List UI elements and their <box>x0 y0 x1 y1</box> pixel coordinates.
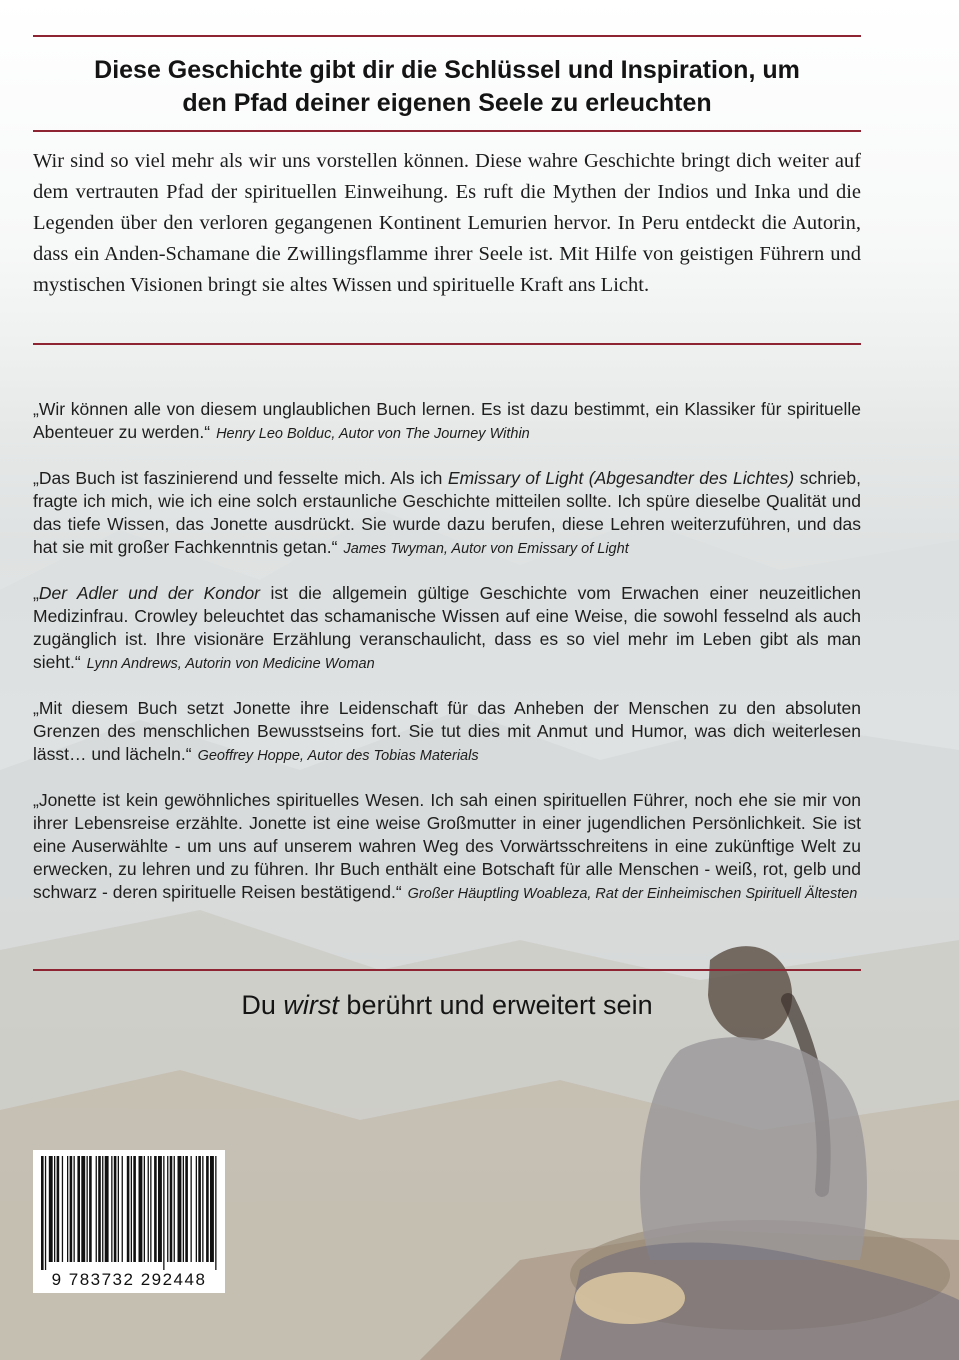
barcode-bar <box>122 1156 123 1262</box>
barcode-bar <box>131 1156 132 1262</box>
testimonial-text: schrieb, fragte ich mich, wie ich eine solch erstaunliche Geschichte mitteilen sollte. Ich spüre dieselbe Qualität und das tiefe Wissen, das Jonette ausdrückt. Sie wurde dazu berufen, diese Lehren weiterzuführen, und das hat sie mit großer Fachkenntnis getan.“ <box>33 468 861 557</box>
barcode-bar <box>45 1156 46 1270</box>
barcode-bar <box>215 1156 216 1270</box>
barcode-bar <box>185 1156 188 1262</box>
testimonial-text: „Jonette ist kein gewöhnliches spirituelles Wesen. Ich sah einen spirituellen Führer, noch ehe sie mir von ihrer Lebensreise erzählte. Jonette ist eine weise Großmutter in einer jugendlichen Persönlichkeit. Sie ist eine Auserwählte - um uns auf unserem wahren Weg des Vorwärtsschreitens in eine zukünftige Welt zu erwecken, zu lehren und zu führen. Ihr Buch enthält eine Botschaft für alle Menschen - weiß, rot, gelb und schwarz - deren spirituelle Reisen bestätigend.“ <box>33 790 861 902</box>
barcode-bar <box>127 1156 130 1262</box>
top-rule <box>33 35 861 37</box>
testimonial <box>33 582 861 676</box>
barcode-bar <box>163 1156 164 1270</box>
testimonial <box>33 398 861 446</box>
barcode-bar <box>198 1156 201 1262</box>
barcode-bar <box>49 1156 53 1262</box>
barcode-bar <box>174 1156 175 1262</box>
barcode-bar <box>170 1156 173 1262</box>
book-title: Der Adler und der Kondor <box>38 583 261 603</box>
barcode-bar <box>98 1156 101 1262</box>
barcode-bar <box>81 1156 85 1262</box>
headline-line-2: den Pfad deiner eigenen Seele zu erleuchten <box>182 89 712 117</box>
barcode-bar <box>139 1156 143 1262</box>
barcode-bar <box>196 1156 197 1262</box>
intro-paragraph: Wir sind so viel mehr als wir uns vorstellen können. Diese wahre Geschichte bringt dich weiter auf dem vertrauten Pfad der spirituellen Einweihung. Es ruft die Mythen der Indios und Inka und die Legenden über den verloren gegangenen Kontinent Lemurien hervor. In Peru entdeckt die Autorin, dass ein Anden-Schamane die Zwillingsflamme ihrer Seele ist. Mit Hilfe von geistigen Führern und mystischen Visionen bringt sie altes Wissen und spirituelle Kraft ans Licht. <box>33 150 861 296</box>
barcode-bar <box>96 1156 97 1262</box>
headline-bottom-rule <box>33 130 861 132</box>
headline-line-1: Diese Geschichte gibt dir die Schlüssel und Inspiration, um <box>94 56 800 84</box>
testimonial <box>33 697 861 768</box>
barcode-bar <box>102 1156 103 1262</box>
testimonial-attribution: Henry Leo Bolduc, Autor von The Journey Within <box>216 426 530 442</box>
barcode-bar <box>41 1156 44 1270</box>
barcode-bar <box>206 1156 209 1262</box>
barcode-bar <box>74 1156 75 1262</box>
barcode-bar <box>202 1156 203 1262</box>
barcode-bar <box>70 1156 73 1262</box>
barcode-bar <box>77 1156 80 1262</box>
tagline <box>33 990 861 1021</box>
testimonial <box>33 467 861 561</box>
barcode <box>33 1150 225 1293</box>
testimonial-text: ist die allgemein gültige Geschichte vom Erwachen einer neuzeitlichen Medizinfrau. Crowley beleuchtet das schamanische Wissen auf eine Weise, die sowohl fesselnd als auch zugänglich ist. Ihre visionäre Erzählung veranschaulicht, dass es so viel mehr im Leben gibt als man sieht.“ <box>33 583 861 672</box>
tagline-text: berührt und erweitert sein <box>338 990 653 1020</box>
barcode-bar <box>87 1156 88 1262</box>
barcode-bar <box>154 1156 157 1262</box>
testimonial-text: „Wir können alle von diesem unglaublichen Buch lernen. Es ist dazu bestimmt, ein Klassiker für spirituelle Abenteuer zu werden.“ <box>33 399 861 442</box>
isbn-number: 9 783732 292448 <box>51 1270 207 1289</box>
barcode-bar <box>54 1156 55 1262</box>
tagline-top-rule <box>33 969 861 971</box>
testimonial-text: „Mit diesem Buch setzt Jonette ihre Leidenschaft für das Anheben der Menschen zu den absoluten Grenzen des menschlichen Bewusstseins fort. Sie tut dies mit Anmut und Humor, was dich weiterlesen lässt… und lächeln.“ <box>33 698 861 764</box>
testimonial-text: „ <box>33 583 39 603</box>
book-title: Emissary of Light (Abgesandter des Lichtes) <box>447 468 795 488</box>
barcode-bar <box>111 1156 112 1262</box>
barcode-bar <box>178 1156 182 1262</box>
barcode-bar <box>105 1156 109 1262</box>
barcode-bar <box>67 1156 68 1262</box>
barcode-bar <box>118 1156 119 1262</box>
tagline-text: Du <box>241 990 284 1020</box>
testimonial-attribution: James Twyman, Autor von Emissary of Light <box>343 541 629 557</box>
testimonial-attribution: Geoffrey Hoppe, Autor des Tobias Materials <box>197 748 479 764</box>
barcode-bar <box>158 1156 162 1262</box>
barcode-bar <box>167 1156 168 1262</box>
headline <box>33 54 861 120</box>
testimonial-text: „Das Buch ist faszinierend und fesselte mich. Als ich <box>33 468 448 488</box>
barcode-bar <box>57 1156 60 1262</box>
testimonials <box>33 398 861 927</box>
barcode-bar <box>183 1156 184 1262</box>
barcode-bar <box>150 1156 151 1262</box>
barcode-bar <box>210 1156 214 1262</box>
barcode-bar <box>62 1156 63 1262</box>
testimonial <box>33 789 861 906</box>
barcode-bar <box>89 1156 92 1262</box>
tagline-emphasis: wirst <box>283 990 339 1020</box>
barcode-bar <box>148 1156 149 1262</box>
barcode-bar <box>144 1156 145 1262</box>
barcode-bar <box>114 1156 117 1262</box>
barcode-bar <box>133 1156 136 1262</box>
barcode-bar <box>191 1156 192 1262</box>
testimonial-attribution: Lynn Andrews, Autorin von Medicine Woman <box>86 656 375 672</box>
testimonial-attribution: Großer Häuptling Woableza, Rat der Einheimischen Spirituell Ältesten <box>407 886 858 902</box>
intro-bottom-rule <box>33 343 861 345</box>
